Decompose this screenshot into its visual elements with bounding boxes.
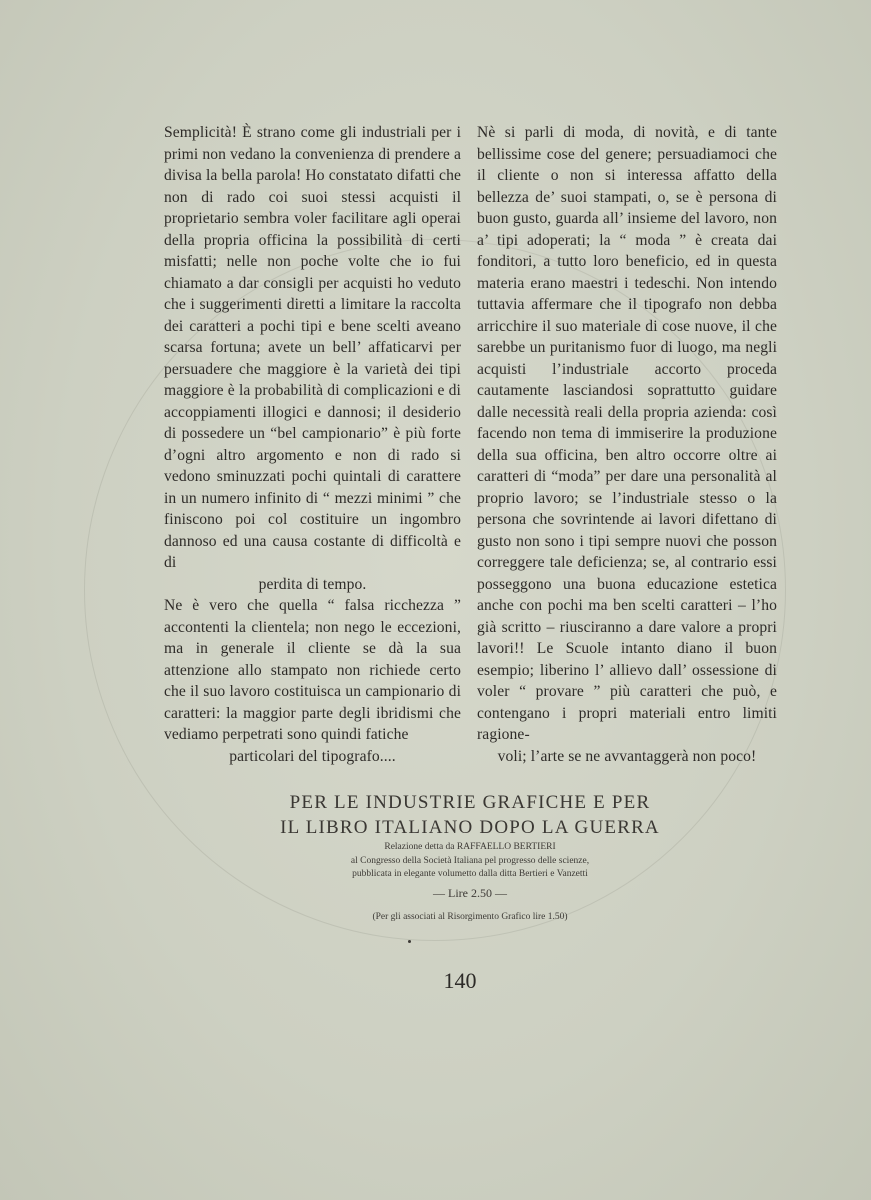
right-text-column: [477, 122, 777, 767]
page-number: 140: [443, 968, 477, 993]
advert-title: [200, 790, 740, 840]
paragraph-tail: voli; l’arte se ne avvantaggerà non poco!: [497, 747, 757, 765]
advert-credits: [250, 841, 690, 882]
advert-title-line: PER LE INDUSTRIE GRAFICHE E PER: [289, 792, 651, 813]
advert-price: — Lire 2.50 —: [433, 886, 507, 900]
advert-note: (Per gli associati al Risorgimento Grafico lire 1.50): [372, 912, 568, 922]
paragraph-tail: perdita di tempo.: [258, 575, 367, 593]
left-text-column: [164, 122, 461, 767]
credit-line: al Congresso della Società Italiana pel progresso delle scienze,: [350, 855, 590, 866]
paragraph-tail: particolari del tipografo....: [229, 747, 396, 765]
advert-title-line: IL LIBRO ITALIANO DOPO LA GUERRA: [280, 817, 660, 838]
paragraph: Ne è vero che quella “ falsa ricchezza ” accontenti la clientela; non nego le eccezioni, ma in generale il cliente se dà la sua attenzione allo stampato non richiede certo che il suo lavoro costituisca un campionario di caratteri: la maggior parte degli ibridismi che vediamo perpetrati sono quindi fatiche: [164, 597, 461, 743]
paragraph: Nè si parli di moda, di novità, e di tante bellissime cose del genere; persuadiamoci che il cliente o non si interessa affatto della bellezza de’ suoi stampati, o, se è persona di buon gusto, guarda all’ insieme del lavoro, non a’ tipi adoperati; la “ moda ” è creata dai fonditori, a tutto loro beneficio, ed in questa materia erano maestri i tedeschi. Non intendo tuttavia affermare che il tipografo non debba arricchire il suo materiale di cose nuove, il che sarebbe un puritanismo fuor di luogo, ma negli acquisti l’industriale accorto proceda cautamente lasciandosi soprattutto guidare dalle necessità reali della propria azienda: così facendo non tema di immiserire la produzione della sua officina, ben altro occorre oltre ai caratteri di “moda” per dare una personalità al proprio lavoro; se l’industriale stesso o la persona che sovrintende ai lavori difettano di gusto non sono i tipi sempre nuovi che posson correggere tale deficienza; se, al contrario essi posseggono una buona educazione estetica anche con pochi ma ben scelti caratteri – l’ho già scritto – riusciranno a dare valore a propri lavori!! Le Scuole intanto diano il buon esempio; liberino l’ allievo dall’ ossessione di voler “ provare ” più caratteri che può, e contengano i propri materiali entro limiti ragione-: [477, 124, 777, 743]
ornament-dot: [408, 940, 411, 943]
paragraph: Semplicità! È strano come gli industriali per i primi non vedano la convenienza di prendere a divisa la bella parola! Ho constatato difatti che non di rado coi suoi stessi acquisti il proprietario sembra voler facilitare agli operai della propria officina la possibilità di certi misfatti; nelle non poche volte che io fui chiamato a dar consigli per acquisti ho veduto che i suggerimenti diretti a limitare la raccolta dei caratteri a pochi tipi e bene scelti aveano scarsa fortuna; avete un bell’ affaticarvi per persuadere che maggiore è la varietà dei tipi maggiore è la probabilità di complicazioni e di accoppiamenti illogici e dannosi; il desiderio di possedere un “bel campionario” è più forte d’ogni altro argomento e non di rado si vedono sminuzzati pochi quintali di carattere in un numero infinito di “ mezzi minimi ” che finiscono poi col costituire un ingombro dannoso ed una causa costante di difficoltà e di: [164, 124, 461, 571]
credit-line: Relazione detta da RAFFAELLO BERTIERI: [384, 842, 556, 852]
credit-line: pubblicata in elegante volumetto dalla ditta Bertieri e Vanzetti: [352, 869, 588, 879]
